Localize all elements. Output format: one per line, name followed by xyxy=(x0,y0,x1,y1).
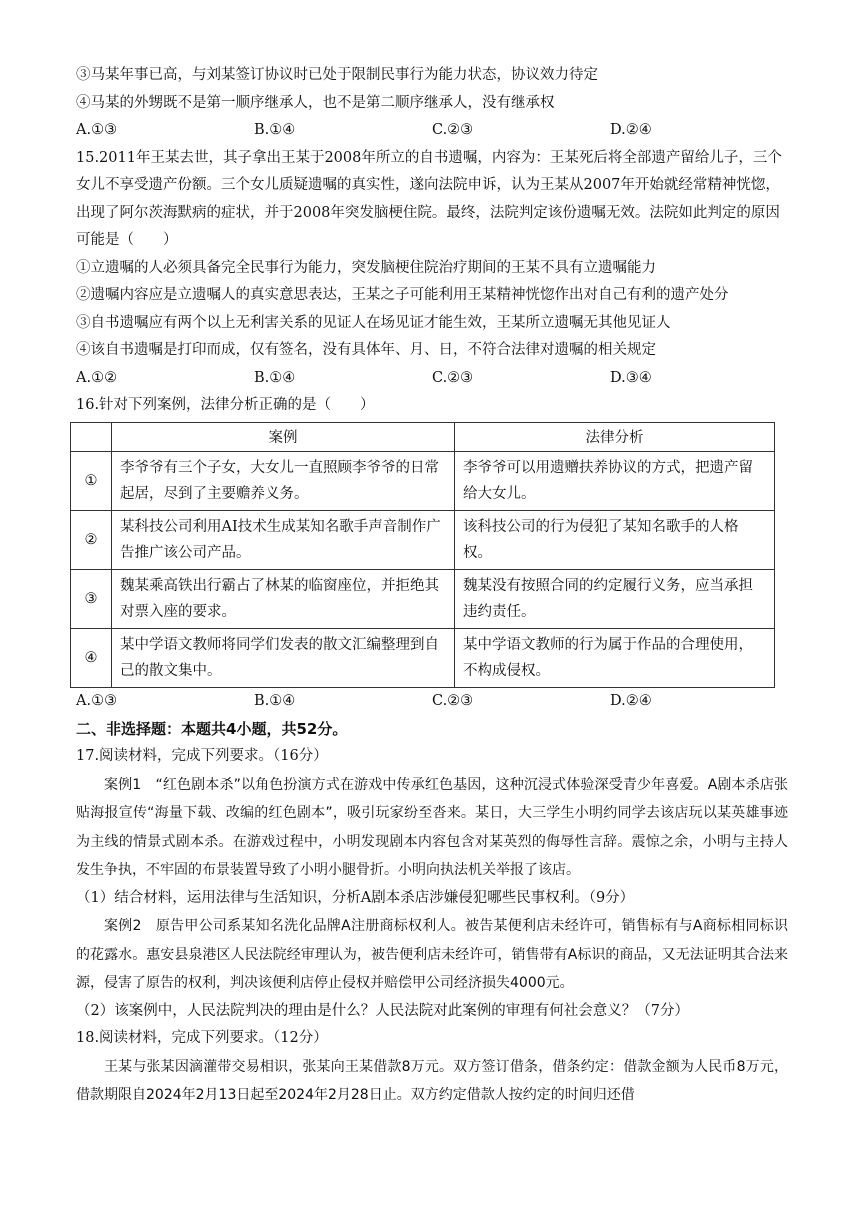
section-heading: 二、非选择题：本题共4小题，共52分。 xyxy=(76,720,348,738)
q14-option-c[interactable]: C.②③ xyxy=(432,122,474,138)
q17-ask-2: （2）该案例中，人民法院判决的理由是什么？人民法院对此案例的审理有何社会意义？（7分） xyxy=(76,1002,689,1019)
q17-case-2: 案例2 原告甲公司系某知名洗化品牌A注册商标权利人。被告某便利店未经许可，销售标有与A商标相同标识的花露水。惠安县泉港区人民法院经审理认为，被告便利店未经许可，销售带有A标识的商品，又无法证明其合法来源，侵害了原告的权利，判决该便利店停止侵权并赔偿甲公司经济损失4000元。 xyxy=(76,918,788,991)
q15-option-c[interactable]: C.②③ xyxy=(432,369,474,386)
q15-options xyxy=(76,365,788,393)
q16-stem: 16.针对下列案例，法律分析正确的是（ ） xyxy=(76,397,375,413)
row-analysis: 某中学语文教师的行为属于作品的合理使用，不构成侵权。 xyxy=(455,628,775,687)
q14-item-4: ④马某的外甥既不是第一顺序继承人，也不是第二顺序继承人，没有继承权 xyxy=(76,94,555,111)
table-row xyxy=(71,451,775,510)
table-row xyxy=(71,569,775,628)
q17-ask-1: （1）结合材料，运用法律与生活知识，分析A剧本杀店涉嫌侵犯哪些民事权利。（9分） xyxy=(76,889,635,906)
q14-option-d[interactable]: D.②④ xyxy=(610,122,652,138)
q17-case-1: 案例1 “红色剧本杀”以角色扮演方式在游戏中传承红色基因，这种沉浸式体验深受青少年喜爱。A剧本杀店张贴海报宣传“海量下载、改编的红色剧本”，吸引玩家纷至沓来。某日，大三学生小明约同学去该店玩以某英雄事迹为主线的情景式剧本杀。在游戏过程中，小明发现剧本内容包含对某英烈的侮辱性言辞。震惊之余，小明与主持人发生争执，不牢固的布景装置导致了小明小腿骨折。小明向执法机关举报了该店。 xyxy=(76,776,788,878)
row-case: 魏某乘高铁出行霸占了林某的临窗座位，并拒绝其对票入座的要求。 xyxy=(112,569,455,628)
q15-item-4: ④该自书遗嘱是打印而成，仅有签名，没有具体年、月、日，不符合法律对遗嘱的相关规定 xyxy=(76,342,656,358)
q15-option-d[interactable]: D.③④ xyxy=(610,369,652,386)
row-analysis: 李爷爷可以用遗赠扶养协议的方式，把遗产留给大女儿。 xyxy=(455,451,775,510)
q14-options xyxy=(76,117,788,145)
row-analysis: 魏某没有按照合同的约定履行义务，应当承担违约责任。 xyxy=(455,569,775,628)
row-number: ② xyxy=(71,510,112,569)
row-case: 某科技公司利用AI技术生成某知名歌手声音制作广告推广该公司产品。 xyxy=(112,510,455,569)
row-case: 李爷爷有三个子女，大女儿一直照顾李爷爷的日常起居，尽到了主要赡养义务。 xyxy=(112,451,455,510)
q16-option-b[interactable]: B.①④ xyxy=(254,692,296,709)
q16-case-table xyxy=(70,422,775,688)
exam-page xyxy=(76,62,788,1110)
row-number: ④ xyxy=(71,628,112,687)
q17-stem: 17.阅读材料，完成下列要求。（16分） xyxy=(76,748,328,764)
q15-option-a[interactable]: A.①② xyxy=(76,369,118,386)
q18-paragraph: 王某与张某因滴灌带交易相识，张某向王某借款8万元。双方签订借条，借条约定：借款金额为人民币8万元，借款期限自2024年2月13日起至2024年2月28日止。双方约定借款人按约定的时间归还借 xyxy=(76,1058,788,1103)
table-row xyxy=(71,510,775,569)
table-header-analysis: 法律分析 xyxy=(455,422,775,451)
q16-option-d[interactable]: D.②④ xyxy=(610,692,652,709)
q16-option-c[interactable]: C.②③ xyxy=(432,692,474,709)
row-case: 某中学语文教师将同学们发表的散文汇编整理到自己的散文集中。 xyxy=(112,628,455,687)
q15-item-3: ③自书遗嘱应有两个以上无利害关系的见证人在场见证才能生效，王某所立遗嘱无其他见证人 xyxy=(76,314,671,331)
row-number: ③ xyxy=(71,569,112,628)
q14-item-3: ③马某年事已高，与刘某签订协议时已处于限制民事行为能力状态，协议效力待定 xyxy=(76,67,598,83)
table-row xyxy=(71,628,775,687)
q15-stem: 15.2011年王某去世，其子拿出王某于2008年所立的自书遗嘱，内容为：王某死后将全部遗产留给儿子，三个女儿不享受遗产份额。三个女儿质疑遗嘱的真实性，遂向法院申诉，认为王某从2007年开始就经常精神恍惚，出现了阿尔茨海默病的症状，并于2008年突发脑梗住院。最终，法院判定该份遗嘱无效。法院如此判定的原因可能是（ ） xyxy=(76,149,782,248)
q15-item-1: ①立遗嘱的人必须具备完全民事行为能力，突发脑梗住院治疗期间的王某不具有立遗嘱能力 xyxy=(76,259,656,276)
q15-option-b[interactable]: B.①④ xyxy=(254,369,296,386)
q14-option-b[interactable]: B.①④ xyxy=(254,122,296,138)
q16-option-a[interactable]: A.①③ xyxy=(76,692,118,709)
table-header-case: 案例 xyxy=(112,422,455,451)
row-number: ① xyxy=(71,451,112,510)
q14-option-a[interactable]: A.①③ xyxy=(76,122,118,138)
q15-item-2: ②遗嘱内容应是立遗嘱人的真实意思表达，王某之子可能利用王某精神恍惚作出对自己有利的遗产处分 xyxy=(76,287,729,303)
row-analysis: 该科技公司的行为侵犯了某知名歌手的人格权。 xyxy=(455,510,775,569)
q18-stem: 18.阅读材料，完成下列要求。（12分） xyxy=(76,1030,328,1046)
q16-options xyxy=(76,688,788,716)
table-header-blank xyxy=(71,422,112,451)
table-header-row xyxy=(71,422,775,451)
